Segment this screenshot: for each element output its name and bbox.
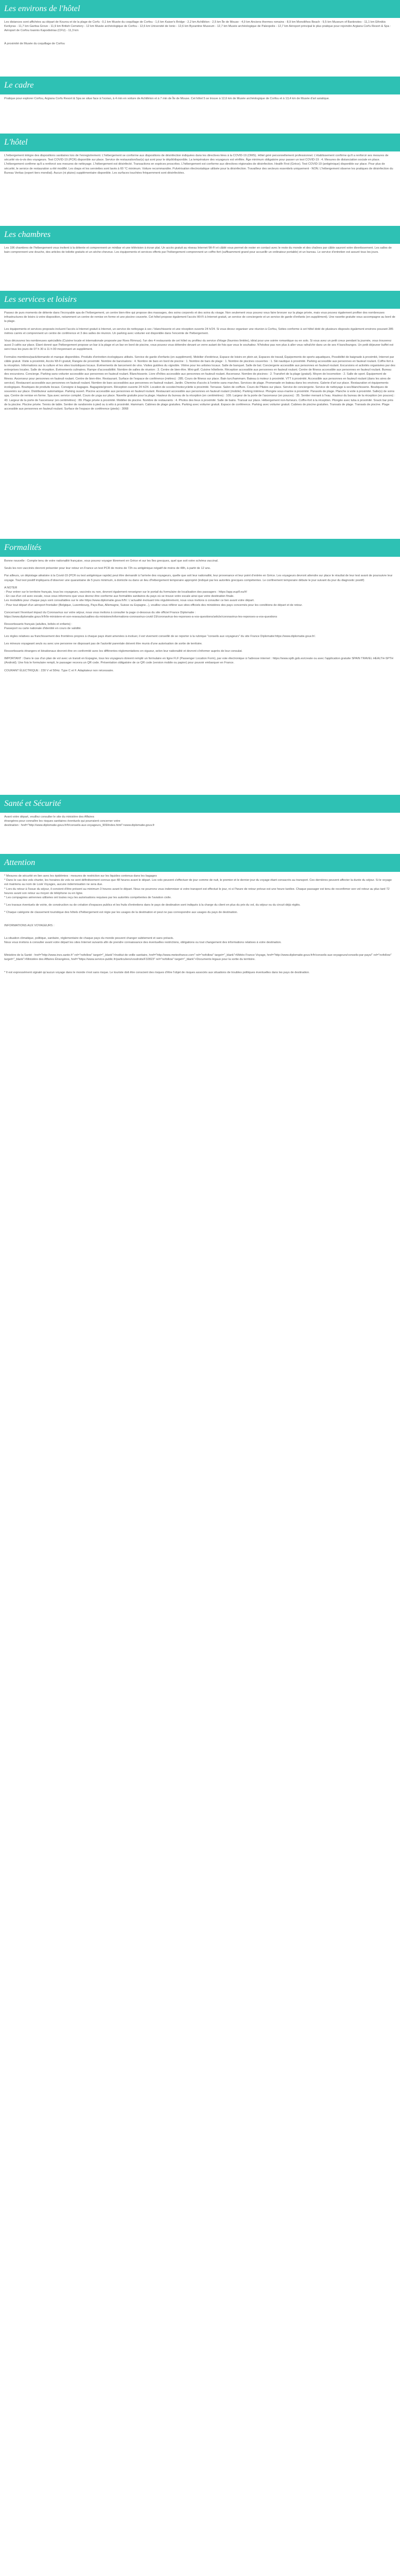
paragraph: Avant votre départ, veuillez consulter le site du ministère des Affaires étrangères pour connaître les risques sanitaires éventuels qui pourraient concerner votre destination : href="http://www.diplomatie.gouv.fr/fr/conseils-aux-voyageurs_909/index.html">www.diplomatie.gouv.fr (4, 815, 155, 828)
section-body (0, 872, 400, 982)
paragraph: Ressortissants français (adultes, bébés et enfants) : Passeport ou carte nationale d'identité en cours de validité. (4, 623, 82, 631)
paragraph: Les équipements et services proposés incluent l'accès à Internet gratuit à Internet, un service de nettoyage à sec / blanchisserie et une réception ouverte 24 h/24. Si vous devez organiser une réunion à Corfou, Soties conforme à cet hôtel doté de plusieurs disposés également environs pouvant 285 mètres carrés et comprennent un centre de conférence et 3 des salles de réunion. Un parking avec voiturier est disponible dans l'enceinte de l'hébergement. (4, 327, 394, 335)
section-title: Les services et loisirs (0, 291, 400, 309)
paragraph: Ressortissants étrangers et binationaux devront être en conformité avec les différentes réglementations en vigueur, selon leur nationalité et devront s'informer auprès de leur consulat. (4, 650, 243, 653)
section-title: Les chambres (0, 226, 400, 244)
paragraph: Par ailleurs, un dépistage aléatoire à la Covid-19 (PCR ou test antigénique rapide) peut être demandé à l'arrivée des voyageurs, quelle que soit leur nationalité, leur provenance et leur point d'entrée en Grèce. Les voyageurs devront attendre sur place le résultat de leur test avant de poursuivre leur voyage. Tout test positif impliquera d'observer une quarantaine de 5 jours minimum, à domicile ou dans un lieu d'hébergement temporaire approprié (indiqué par les autorités grecques compétentes. Le confinement temporaire débute le jour suivant du jour du diagnostic positif) (4, 574, 393, 582)
paragraph: Les 196 chambres de l'hébergement vous invitent à la détente et comprennent un minibar et une télévision à écran plat. Un accès gratuit au réseau Internet Wi-Fi et câblé vous permet de rester en contact avec le reste du monde et des chaînes par câble sauront votre divertissement. Les salles de bain comprennent une douche, des articles de toilette gratuits et un sèche-cheveux. Les équipements et services offerts par l'hébergement comprennent un coffre-fort (suffisamment grand pour accueillir un ordinateur portable) et un bureau. Le service d'entretien est assuré tous les jours. (4, 246, 392, 254)
paragraph: La situation climatique, politique, sanitaire, réglementaire de chaque pays du monde peuvent changer subitement et sans préavis. Nous vous invitons à consulter avant votre départ les sites Internet suivants afin de prendre connaissance des éventuelles restrictions, obligations ou tout changement des informations relatives à votre destination. (4, 936, 282, 945)
paragraph: COURANT ÉLECTRIQUE : 230 V et 50Hz. Type C et F. Adaptateur non nécessaire. (4, 669, 114, 672)
paragraph: Seuls les non vaccinés devront présenter pour leur retour en France un test PCR de moins de 72h ou antigénique négatif de moins de 48h, à partir de 12 ans. (4, 567, 211, 571)
section-title: Les environs de l'hôtel (0, 0, 400, 18)
section-attention (0, 854, 400, 982)
section-title: Formalités (0, 539, 400, 557)
paragraph: Les règles relatives au franchissement des frontières propres à chaque pays étant amenées à évoluer, il est vivement conseillé de se reporter à la rubrique "conseils aux voyageurs" du site France Diplomatie:https://www.diplomatie.gouv.fr/. (4, 634, 316, 638)
paragraph: Concernant l'éventuel impact du Coronavirus sur votre séjour, nous vous invitons à consulter la page ci-dessous du site officiel France Diplomatie : https://www.diplomatie.gouv.fr/fr/le-ministere-et-son-reseau/actualites-du-ministere/informations-coronavirus-covid-19/coronavirus-les-reponses-a-vos-questions/article/coronavirus-les-reponses-a-vos-questions (4, 611, 278, 619)
section-body (0, 557, 400, 680)
paragraph: * Il est expressément signalé qu'aucun voyage dans le monde n'est sans risque. Le touriste doit être conscient des risques d'être l'objet de risques associés aux situations de troubles politiques éventuelles dans les pays de destination. (4, 971, 310, 974)
section-body (0, 18, 400, 53)
paragraph: Les distances sont affichées au départ de Kourou et de la plage de Corfu : 0,1 km Musée du coquillage de Corfou - 1,6 km Kaiser's Bridge - 2,2 km Achilléion - 2,5 km Île de Mouse - 4,9 km Anciens thermes romains - 8,9 km Monolithos Beach - 9,5 km Museum of Banknotes - 11,1 km Ethnikis Kerkyras - 11,7 km Garitsa Grove - 11,9 km British Cemetery - 12 km Musée archéologique de Corfou - 12,6 km Université de Ionio - 12,6 km Byzantine Museum - 12,7 km Musée archéologique de Paleopolis - 12,7 km Aéroport principal le plus pratique pour rejoindre Argiana Corfu Resort & Spa : Aéroport de Corfou Ioannis Kapodistrias (CFU) - 11,3 km (4, 21, 391, 33)
paragraph: Les mineurs voyageant seuls ou avec une personne ne disposant pas de l'autorité parentale doivent être munis d'une autorisation de sortie de territoire. (4, 642, 203, 645)
paragraph: Bonne nouvelle : Compte tenu de votre nationalité française, vous pouvez voyager librement en Grèce et sur les îles grecques, quel que soit votre schéma vaccinal. (4, 559, 218, 563)
paragraph: * Chaque catégorie de classement touristique des hôtels d'hébergement est régie par les usages de la destination et peut ne pas correspondre aux usages du pays de destination. (4, 911, 238, 915)
section-hotel (0, 134, 400, 226)
paragraph: IMPORTANT : Dans le cas d'un plan de vol avec un transit en Espagne, tous les voyageurs doivent remplir un formulaire en ligne FLF (Passenger Location Form), par voie électronique à l'adresse internet : https://www.spth.gob.es/create ou avec l'application gratuite SPAIN TRAVEL HEALTH-SPTH (Android). Une fois le formulaire rempli, le passager recevra un QR code. Présentation obligatoire de ce QR code (version mobile ou papier) pour pouvoir embarquer en France. (4, 657, 394, 665)
section-title: Santé et Sécurité (0, 795, 400, 813)
section-formalites (0, 539, 400, 795)
section-body (0, 813, 400, 835)
section-body (0, 151, 400, 183)
section-title: L'hôtel (0, 134, 400, 151)
section-services (0, 291, 400, 539)
section-body (0, 244, 400, 262)
section-title: Le cadre (0, 77, 400, 94)
paragraph: Formules membres/pack/demande et marque disponibles. Produits d'entretien écologiques utilisés. Service de garde d'enfants (en supplément). Mobilier d'extérieur, Espace de loisirs en plein air, Espaces de travail, Équipements de sports aquatiques, Possibilité de baignade à proximité, Internet par câble gratuit. Visite à proximité, Accès Wi-Fi gratuit, Rangée de proximité. Nombre de bars/salons : 4. Nombre de bars en bord de piscine : 1. Nombre de bars de plage : 1. Nombre de piscines couvertes : 1. Ski nautique à proximité. Parking accessible aux personnes en fauteuil roulant. Coffre-fort à la réception. Informations sur la culture et les sites touristiques locaux. Événements de lancement de vins. Visites guidées du vignoble. Vitrine pour les artistes locaux. Salle de banquet. Salle de bal. Conciergerie accessible aux personnes en fauteuil roulant. Excursions et activités organisées par des entreprises locales. Salle de réception. Événements culinaires. Rampe d'accessibilité. Nombre de salles de réunion : 3. Centre de bien-être. Mini-golf. Cuisine hôtellerie. Réception accessible aux personnes en fauteuil roulant. Centre de fitness accessible aux personnes en fauteuil roulant. Bureau des excursions. Concierge. Parking sans voiturier accessible aux personnes en fauteuil roulant. Blanchisserie. Livre d'hôtes accessible aux personnes en fauteuil roulant. Ascenseur. Nombre de piscines : 2. Transfert de la plage (gratuit). Moyen de locomotion : 2. Salle de sport. Équipement de fitness. Ascenseur pour personnes en fauteuil roulant. Centre de bien-être. Restaurant. Surface de l'espace de conférence (mètres) : 285. Cours de fitness sur place. Bain turc/hammam. Bateau à moteur à proximité. VTT à proximité. Accessible aux personnes en fauteuil roulant (dans les aires de service). Restaurant accessible aux personnes en fauteuil roulant. Nombre de bars accessibles aux personnes en fauteuil roulant. Jardin. Chemins d'accès à l'entrée sans marches. Services de plage. Promenade en bateau dans les environs. Galerie d'art sur place. Restauration et équipements écologiques. Boutiques de produits locaux. Consigne à bagages. Bagagiste/groom. Réception ouverte 24 h/24. Location de scooter/motocyclette à proximité. Terrasse. Salon de coiffure. Cours de Pilates sur place. Service de conciergerie. Service de nettoyage à sec/blanchisserie. Boutiques de souvenirs sur place. Distributeur automatique. Parking ouvert. Piscine accessible aux personnes en fauteuil roulant. Restaurant accessible aux personnes en fauteuil roulant (mobile). Parking intérieur. Plongée sous-marine à proximité. Parasols de plage. Planche à voile à proximité. Salle(s) de soins spa. Centre de remise en forme. Spa avec service complet. Cours de yoga sur place. Navette gratuite pour la plage. Hauteur du bureau de la réception (en centimètres) : 109. Largeur de la porte de l'ascenseur (en pouces) : 35. Sentier menant à l'eau. Hauteur du bureau de la réception (en pouces) : 43. Largeur de la porte de l'ascenseur (en centimètres) : 89. Plage privée à proximité. Mobilier de piscine. Nombre de restaurants : 4. Photos des lieux à proximité. Salle de bains. Transat sur place. Hébergement non-fumeurs. Coffre-fort à la réception. Plongée avec tuba à proximité. Snack bar près de la piscine. Piscine privée. Tennis de table. Sentier de randonnée à pied ou à vélo à proximité. Hammam. Cabines de plage gratuites. Parking avec voiturier gratuit. Espace de conférence. Parking avec voiturier gratuit. Cabines de piscine gratuites. Transats de plage. Transats de piscine. Plage accessible aux personnes en fauteuil roulant. Surface de l'espace de conférence (pieds) : 3068 (4, 355, 396, 411)
paragraph: À proximité de Musée du coquillage de Corfou (4, 42, 65, 45)
section-sante (0, 795, 400, 854)
paragraph: Ministère de la Santé : href="http://www.invs.sante.fr" rel="nofollow" target="_blank">Institut de veille sanitaire, href="http://www.meteofrance.com" rel="nofollow" target="_blank">Météo France Voyage, href="http://www.diplomatie.gouv.fr/fr/conseils-aux-voyageurs/conseils-par-pays/" rel="nofollow" target="_blank">Ministère des Affaires Étrangères, href="https://www.service-public.fr/particuliers/vosdroits/F32823" rel="nofollow" target="_blank">Documents légaux pour la sortie du territoire. (4, 954, 392, 962)
section-cadre (0, 77, 400, 134)
section-body (0, 94, 400, 108)
paragraph: INFORMATIONS AUX VOYAGEURS : (4, 924, 54, 927)
paragraph: Pratique pour explorer Corfou, Argiana Corfu Resort & Spa se situe face à l'océan, à 4 min en voiture de Achilléion et à 7 min de Île de Mouse. Cet hôtel 5 se trouve à 12,6 km de Musée archéologique de Corfou et à 13,4 km de Musée d'art asiatique. (4, 97, 330, 100)
section-body (0, 309, 400, 419)
paragraph: Passez de purs moments de détente dans l'incroyable spa de l'hébergement, un centre bien-être qui propose des massages, des soins corporels et des soins du visage. Non seulement vous pouvez vous faire bronzer sur la plage privée, mais vous pouvez également profiter des nombreuses infrastructures de loisirs à votre disposition, notamment un centre de remise en forme et une piscine couverte. Cet hôtel propose également l'accès Wi-Fi à Internet gratuit, un service de conciergerie et un service de garde d'enfants (en supplément). Une navette gratuite vous accompagne au bord de la plage. (4, 311, 395, 324)
paragraph: A NOTER - Pour entrer sur le territoire français, tous les voyageurs, vaccinés ou non, devront également renseigner sur le portail du formulaire de localisation des passagers : https://app.euplf.eu/#/ - En cas d'un vol avec escale, nous vous informons que vous devrez être conforme aux formalités sanitaires du pays où se trouve votre escale ainsi que votre destination finale. Les modalités pour chaque pays sont consultables sur le site https://www.diplomatie.gouv.fr/fr/. L'actualité évoluant très régulièrement, nous vous invitons à consulter ce lien avant votre départ. - Pour tout départ d'un aéroport frontalier (Belgique, Luxembourg, Pays-Bas, Allemagne, Suisse ou Espagne...), veuillez vous référer aux sites officiels des ministères des pays concernés pour les conditions de départ et de retour. (4, 586, 303, 607)
paragraph: * Mesures de sécurité en lien avec les épidémies : mesures de restriction sur les liquides contenus dans les bagages * Dans le cas des vols charter, les horaires de vols ne sont définitivement connus que 48 heures avant le départ. Les vols peuvent s'effectuer de jour comme de nuit, le premier et le dernier jour du voyage étant consacrés au transport. Ces dernières peuvent affecter la durée du séjour. Si le voyage est maintenu au nom de Look Voyages, aucune indemnisation ne sera due. * Lors du retour à l'issue du séjour, il convient d'être présent au minimum 3 heures avant le départ. Nous ne pourrons vous indemniser si votre transport est effectué le jour, ni si l'heure de retour prévue est une heure tardive. Chaque passager est tenu de reconfirmer son vol retour au plus tard 72 heures avant son retour au moyen de téléphone ou en ligne. * Les compagnies aériennes utilisées ont toutes reçu les autorisations requises par les autorités compétentes de l'aviation civile. (4, 874, 392, 900)
section-chambres (0, 226, 400, 291)
section-environs (0, 0, 400, 77)
paragraph: * Les travaux éventuels de voirie, de construction ou de création d'espaces publics et les fruits d'entretiens dans le pays de destination sont indiqués à la charge du client en plus du prix du vol, du séjour ou du circuit déjà réglés. (4, 904, 301, 907)
paragraph: Vous découvrez les nombreuses spécialités (Cuisine locale et internationale proposée par Roes Rimnus). l'un des 4 restaurants de cet hôtel ou profitez du service d'étage (fournies limitée), idéal pour une soirée romantique ou en solo. Si vous avez un petit creux pendant la journée, vous trouverez aussi 3 cafés sur place. Étant donné que l'hébergement propose un bar à la plage et un bar en bord de piscine, vous pouvez vous détendre devant un verre autant de fois que vous le souhaitez. N'hésitez pas non plus à aller vous rafraîchir dans un de ses 4 bars/lounges. Un petit déjeuner buffet est servi tous les jours de 07 h 30 à 11 h 00 moyennant un supplément. (4, 339, 394, 351)
section-title: Attention (0, 854, 400, 872)
paragraph: L'hébergement intègre des dispositions sanitaires lors de l'enregistrement. L'hébergement se conforme aux dispositions de désinfection indiquées dans les directives liées à la COVID-19 (OMS). Hôtel géré personnellement professionnel. L'établissement confirme qu'il a renforcé ses mesures de sécurité vis-à-vis des voyageurs. Test COVID-19 (PCR) disponible sur place. Service de restauration/bar(s) qui sont pour le dépôt/disponible. La température des voyageurs est vérifiée. Âge minimum obligatoire pour passer un test COVID-19 : 4. Mesures de distanciation sociale en place. L'hébergement confirme qu'il a renforcé ses mesures de nettoyage. L'hébergement est désinfecté. Transactions en espèces proscrites. L'hébergement est conforme aux directives régionales de désinfection. Health First (Grèce). Test COVID-19 (antigénique) disponible sur place. Pour plus de sécurité, le service de restauration a été modifié. Les draps et les serviettes sont lavés à 60 °C minimum. Voiture recommandée. Pulvérisation électrostatique utilisée pour la désinfection. Travailleur des secteurs essentiels uniquement - NON. L'hébergement observe les pratiques de désinfection du Bureau Veritas (expert tiers mondial). Aucun (ni pluies) supplémentaire disponible. Les surfaces touchées fréquemment sont désinfectées. (4, 154, 393, 175)
